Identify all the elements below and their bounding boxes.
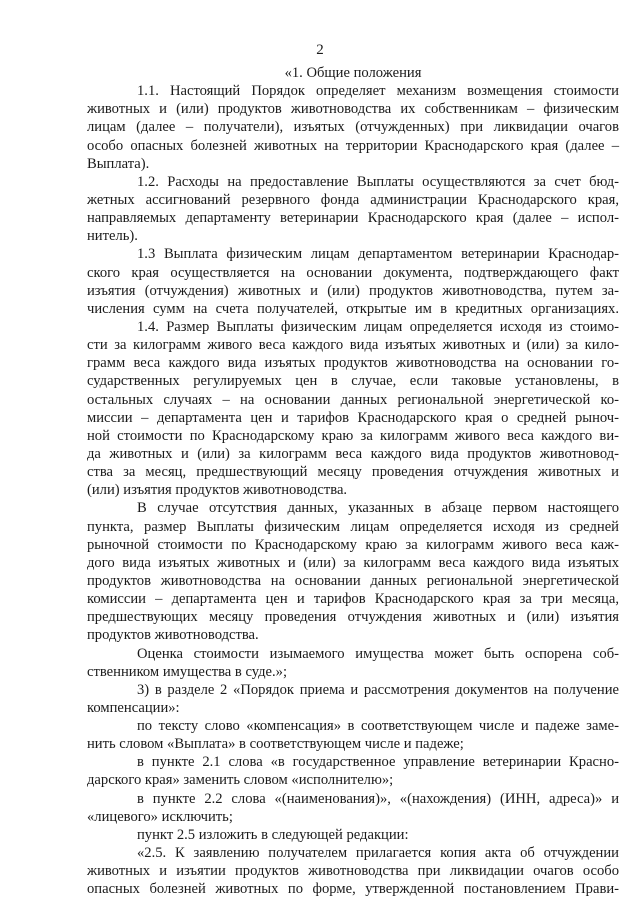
text-line: Оценка стоимости изымаемого имущества может быть оспорена соб-: [137, 645, 619, 662]
text-line: сти за килограмм живого веса каждого вида изъятых животных и (или) за кило-: [87, 337, 619, 354]
text-line: ной стоимости по Краснодарскому краю за килограмм живого веса каждого ви-: [87, 427, 619, 444]
page-number: 2: [316, 42, 324, 58]
text-line: 1.1. Настоящий Порядок определяет механизм возмещения стоимости: [137, 83, 619, 100]
text-line: животных и (или) продуктов животноводства их собственникам – физическим: [87, 101, 619, 118]
text-line: жетных ассигнований резервного фонда администрации Краснодарского края,: [87, 191, 619, 208]
text-line: продуктов животноводства на основании данных региональной энергетической: [87, 572, 619, 589]
text-line: рыночной стоимости по Краснодарскому краю за килограмм живого веса каж-: [87, 536, 619, 553]
text-line: 1.2. Расходы на предоставление Выплаты осуществляются за счет бюд-: [137, 173, 619, 190]
text-line: (или) изъятия продуктов животноводства.: [87, 482, 348, 499]
text-line: нитель).: [87, 228, 138, 245]
text-line: «1. Общие положения: [284, 65, 422, 81]
text-line: пункта, размер Выплаты физическим лицам определяется исходя из средней: [87, 518, 619, 535]
text-line: ского края осуществляется на основании документа, подтверждающего факт: [87, 264, 619, 281]
text-line: ственником имущества в суде.»;: [87, 663, 288, 680]
text-line: миссии – департамента цен и тарифов Краснодарского края о средней рыноч-: [87, 409, 619, 426]
text-line: предшествующих месяцу проведения отчуждения животных и (или) изъятия: [87, 609, 619, 626]
text-line: 1.3 Выплата физическим лицам департаментом ветеринарии Краснодар-: [137, 246, 619, 263]
text-line: остальных случаях – на основании данных региональной энергетической ко-: [87, 391, 619, 408]
text-line: Выплата).: [87, 155, 150, 172]
text-line: 1.4. Размер Выплаты физическим лицам определяется исходя из стоимо-: [137, 318, 619, 335]
text-line: грамм веса каждого вида изъятых продуктов животноводства на основании го-: [87, 355, 619, 372]
text-line: ства за месяц, предшествующий месяцу проведения отчуждения животных и: [87, 464, 619, 481]
text-line: пункт 2.5 изложить в следующей редакции:: [137, 826, 409, 843]
text-line: лицам (далее – получатели), изъятых (отчужденных) при ликвидации очагов: [87, 119, 619, 136]
text-line: 3) в разделе 2 «Порядок приема и рассмотрения документов на получение: [137, 681, 619, 698]
text-line: компенсации»:: [87, 699, 180, 716]
text-line: в пункте 2.1 слова «в государственное управление ветеринарии Красно-: [137, 754, 619, 771]
text-line: по тексту слово «компенсация» в соответствующем числе и падеже заме-: [137, 718, 619, 735]
text-line: продуктов животноводства.: [87, 627, 259, 644]
text-line: дарского края» заменить словом «исполнителю»;: [87, 772, 394, 789]
text-line: направляемых департаменту ветеринарии Краснодарского края (далее – испол-: [87, 210, 619, 227]
text-line: животных и изъятии продуктов животноводства при ликвидации очагов особо: [87, 863, 619, 880]
text-line: дого вида изъятых животных и (или) за килограмм веса каждого вида изъятых: [87, 554, 619, 571]
text-line: «лицевого» исключить;: [87, 808, 233, 825]
text-line: комиссии – департамента цен и тарифов Краснодарского края за три месяца,: [87, 591, 619, 608]
document-body: [87, 64, 619, 898]
text-line: числения сумм на счета получателей, открытые им в кредитных организациях.: [87, 300, 619, 317]
text-line: В случае отсутствия данных, указанных в абзаце первом настоящего: [137, 500, 619, 517]
text-line: «2.5. К заявлению получателем прилагается копия акта об отчуждении: [137, 845, 619, 862]
text-line: сударственных регулируемых цен в случае, если таковые установлены, в: [87, 373, 619, 390]
text-line: в пункте 2.2 слова «(наименования)», «(нахождения) (ИНН, адреса)» и: [137, 790, 619, 807]
text-line: да животных и (или) за килограмм веса каждого вида продуктов животновод-: [87, 445, 619, 462]
text-line: особо опасных болезней животных на территории Краснодарского края (далее –: [87, 137, 619, 154]
text-line: опасных болезней животных по форме, утвержденной постановлением Прави-: [87, 881, 619, 898]
text-line: изъятия (отчуждения) животных и (или) продуктов животноводства, путем за-: [87, 282, 619, 299]
text-line: нить словом «Выплата» в соответствующем числе и падеже;: [87, 736, 464, 753]
